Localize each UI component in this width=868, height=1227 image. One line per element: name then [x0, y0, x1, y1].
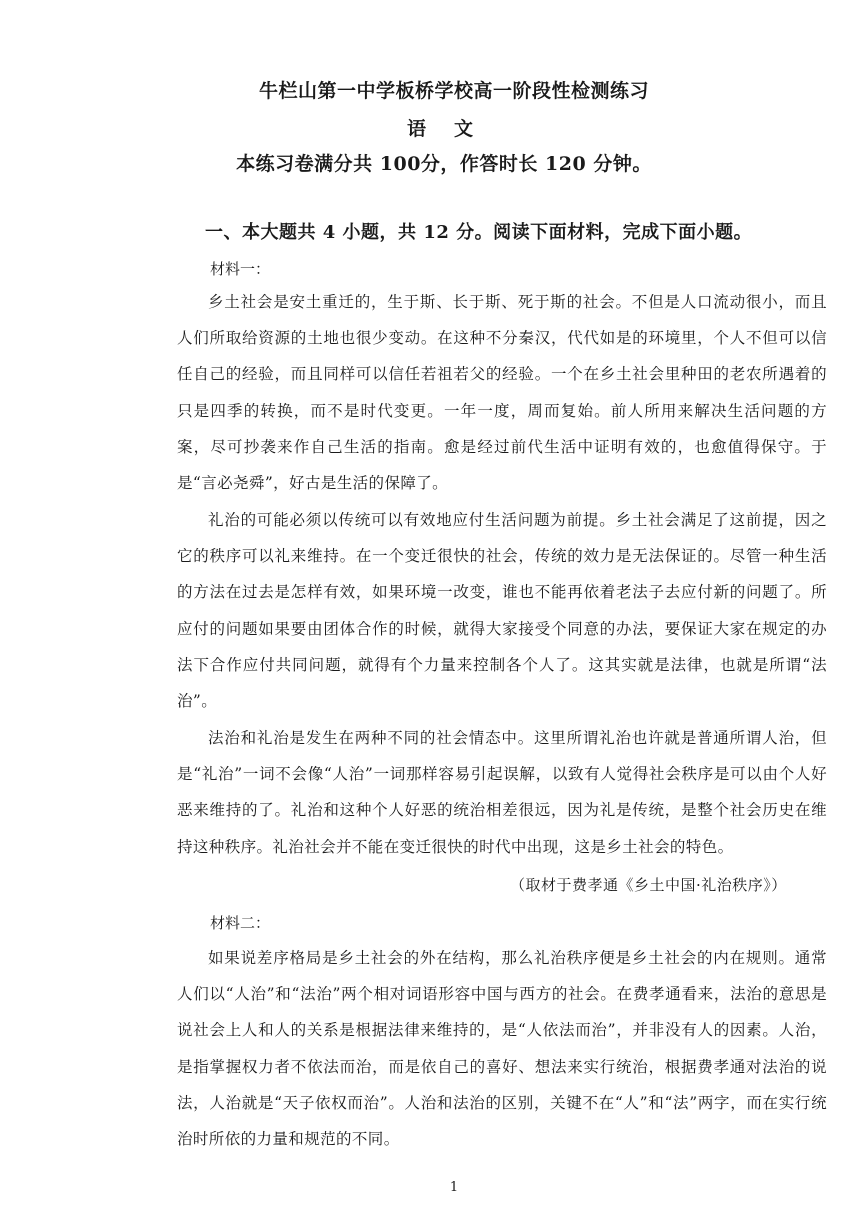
- material-label: 材料二：: [210, 914, 271, 932]
- school-title: 牛栏山第一中学板桥学校高一阶段性检测练习: [258, 80, 649, 102]
- paragraph: 如果说差序格局是乡土社会的外在结构，那么礼治秩序便是乡土社会的内在规则。通常人们以“人治”和“法治”两个相对词语形容中国与西方的社会。在费孝通看来，法治的意思是说社会上人和人的关系是根据法律来维持的，是“人依法而治”，并非没有人的因素。人治，是指掌握权力者不依法而治，而是依自己的喜好、想法来实行统治，根据费孝通对法治的说法，人治就是“天子依权而治”。人治和法治的区别，关键不在“人”和“法”两字，而在实行统治时所依的力量和规范的不同。: [177, 949, 827, 1149]
- material-label: 材料一：: [210, 260, 271, 278]
- exam-info: 本练习卷满分共 100分，作答时长 120 分钟。: [236, 153, 652, 175]
- paragraph: 礼治的可能必须以传统可以有效地应付生活问题为前提。乡土社会满足了这前提，因之它的秩序可以礼来维持。在一个变迁很快的社会，传统的效力是无法保证的。尽管一种生活的方法在过去是怎样有效，如果环境一改变，谁也不能再依着老法子去应付新的问题了。所应付的问题如果要由团体合作的时候，就得大家接受个同意的办法，要保证大家在规定的办法下合作应付共同问题，就得有个力量来控制各个人了。这其实就是法律，也就是所谓“法治”。: [177, 511, 827, 711]
- paragraph: 法治和礼治是发生在两种不同的社会情态中。这里所谓礼治也许就是普通所谓人治，但是“礼治”一词不会像“人治”一词那样容易引起误解，以致有人觉得社会秩序是可以由个人好恶来维持的了。礼治和这种个人好恶的统治相差很远，因为礼是传统，是整个社会历史在维持这种秩序。礼治社会并不能在变迁很快的时代中出现，这是乡土社会的特色。: [177, 729, 827, 856]
- page-number: 1: [449, 1180, 459, 1195]
- subject-title: 语文: [406, 118, 501, 140]
- source-citation: （取材于费孝通《乡土中国·礼治秩序》）: [510, 876, 787, 894]
- paragraph: 乡土社会是安土重迁的，生于斯、长于斯、死于斯的社会。不但是人口流动很小，而且人们所取给资源的土地也很少变动。在这种不分秦汉，代代如是的环境里，个人不但可以信任自己的经验，而且同样可以信任若祖若父的经验。一个在乡土社会里种田的老农所遇着的只是四季的转换，而不是时代变更。一年一度，周而复始。前人所用来解决生活问题的方案，尽可抄袭来作自己生活的指南。愈是经过前代生活中证明有效的，也愈值得保守。于是“言必尧舜”，好古是生活的保障了。: [177, 293, 827, 493]
- section-heading: 一、本大题共 4 小题，共 12 分。阅读下面材料，完成下面小题。: [205, 222, 753, 243]
